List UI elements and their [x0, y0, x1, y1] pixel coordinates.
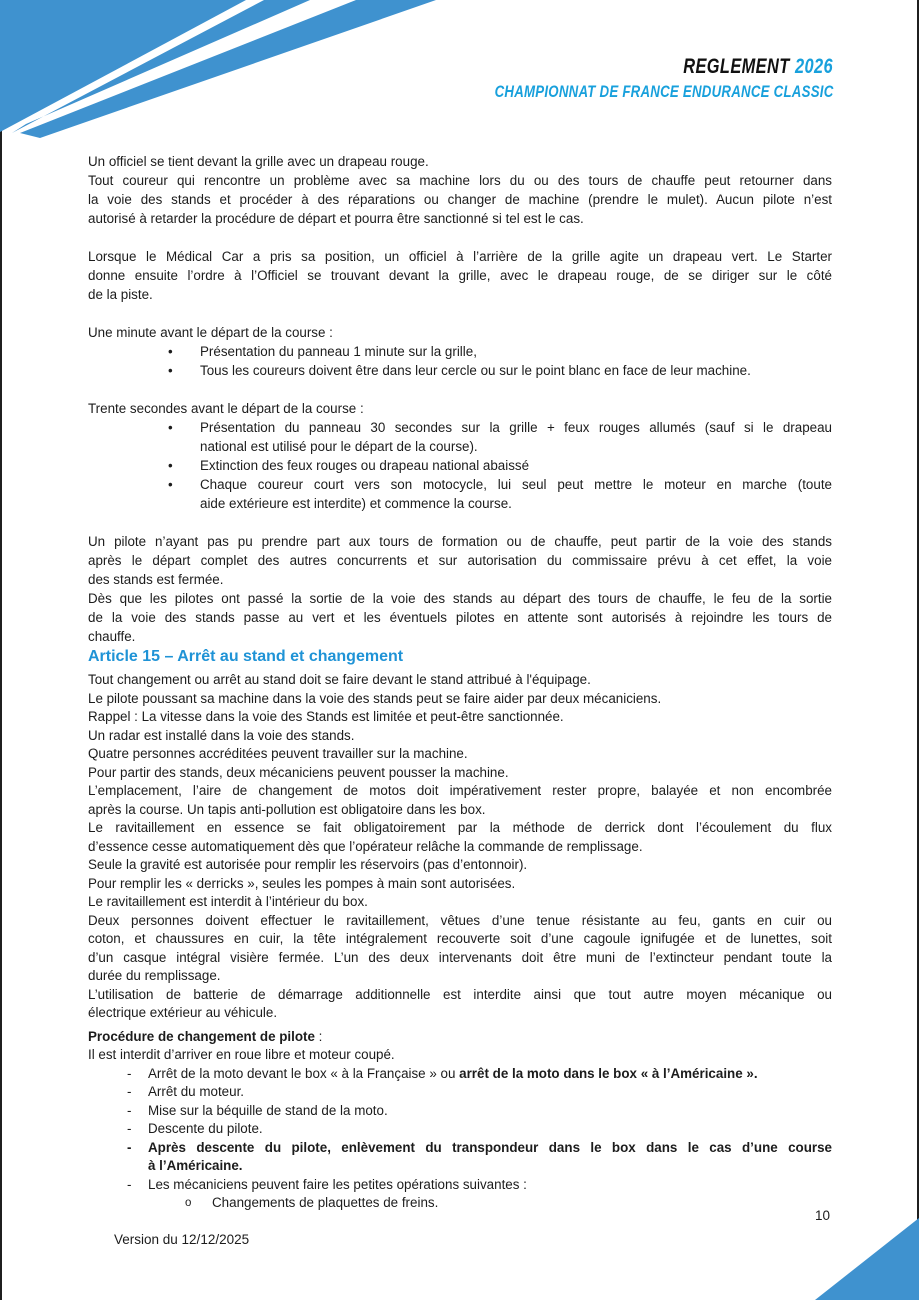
paragraph: Pour partir des stands, deux mécaniciens peuvent pousser la machine. [88, 764, 509, 780]
list-label: Une minute avant le départ de la course : [88, 325, 333, 340]
header-subtitle-line [399, 82, 834, 102]
paragraph: Lorsque le Médical Car a pris sa position, un officiel à l’arrière de la grille agite un drapeau vert. Le Starter donne ensuite l’ordre à l’Officiel se trouvant devant la grille, avec le drapeau rouge, de se diriger sur le côté de la piste. [88, 249, 832, 302]
paragraph: Rappel : La vitesse dans la voie des Stands est limitée et peut-être sanctionnée. [88, 709, 564, 724]
list-item: - Les mécaniciens peuvent faire les petites opérations suivantes : [88, 1176, 832, 1195]
procedure-label: Procédure de changement de pilote : [88, 1028, 323, 1044]
dash-icon: - [127, 1084, 132, 1099]
dash-icon: - [127, 1065, 132, 1081]
paragraph: Le ravitaillement en essence se fait obligatoirement par la méthode de derrick dont l’écoulement du flux d’essence cesse automatiquement dès que l’opérateur relâche la commande de remplissage. [88, 820, 832, 854]
list-item: • Présentation du panneau 1 minute sur la grille, [168, 344, 477, 359]
list-label: Trente secondes avant le départ de la course : [88, 401, 364, 416]
paragraph: Quatre personnes accréditées peuvent travailler sur la machine. [88, 746, 468, 761]
footer-version: Version du 12/12/2025 [114, 1232, 250, 1247]
list-item: - Arrêt du moteur. [88, 1083, 832, 1102]
paragraph: Seule la gravité est autorisée pour remplir les réservoirs (pas d’entonnoir). [88, 857, 528, 872]
paragraph: L’utilisation de batterie de démarrage additionnelle est interdite ainsi que tout autre moyen mécanique ou électrique extérieur au véhicule. [88, 986, 832, 1020]
paragraph: Le pilote poussant sa machine dans la voie des stands peut se faire aider par deux mécaniciens. [88, 690, 662, 706]
header-year: 2026 [794, 55, 833, 78]
document-body [88, 152, 832, 1213]
paragraph: Dès que les pilotes ont passé la sortie de la voie des stands au départ des tours de chauffe, le feu de la sortie de la voie des stands passe au vert et les éventuels pilotes en attente sont autorisés à rejoindre les tours de chauffe. [88, 591, 832, 644]
dash-icon: - [127, 1102, 132, 1118]
paragraph: Un pilote n’ayant pas pu prendre part aux tours de formation ou de chauffe, peut partir de la voie des stands après le départ complet des autres concurrents et sur autorisation du commissaire prévu à cet effet, la voie des stands est fermée. [88, 534, 832, 587]
bullet-icon: • [168, 363, 173, 378]
paragraph: Pour remplir les « derricks », seules les pompes à main sont autorisées. [88, 875, 516, 891]
dash-icon: - [127, 1121, 132, 1136]
list-item: • Chaque coureur court vers son motocycle, lui seul peut mettre le moteur en marche (toute aide extérieure est interdite) et commence la course. [168, 477, 832, 511]
circle-icon: o [185, 1197, 192, 1209]
header-title: REGLEMENT [683, 55, 790, 78]
list-item: - Descente du pilote. [88, 1120, 832, 1139]
article-15-section [88, 671, 832, 1213]
paragraph: Le ravitaillement est interdit à l’intérieur du box. [88, 894, 368, 909]
header-title-line [399, 55, 834, 79]
page-number: 10 [814, 1208, 830, 1223]
paragraph: Deux personnes doivent effectuer le ravitaillement, vêtues d’une tenue résistante au feu, gants en cuir ou coton, et chaussures en cuir, la tête intégralement recouverte soit d’une cagoule ignifugée et de lunettes, soit d’un casque intégral visière fermée. L’un des deux intervenants doit être muni de l’extincteur pendant toute la durée du remplissage. [88, 912, 832, 983]
top-left-stripes-decoration [0, 0, 440, 142]
list-item: - Arrêt de la moto devant le box « à la Française » ou arrêt de la moto dans le box « à l’Américaine ». [88, 1065, 832, 1084]
bullet-icon: • [168, 477, 173, 492]
list-item: • Tous les coureurs doivent être dans leur cercle ou sur le point blanc en face de leur machine. [168, 363, 751, 378]
page-header [399, 55, 834, 102]
bottom-right-triangle-decoration [815, 1218, 919, 1300]
paragraph: Un radar est installé dans la voie des stands. [88, 727, 355, 743]
paragraph: Tout changement ou arrêt au stand doit se faire devant le stand attribué à l'équipage. [88, 672, 591, 687]
paragraph: L’emplacement, l’aire de changement de motos doit impérativement rester propre, balayée et non encombrée après la course. Un tapis anti-pollution est obligatoire dans les box. [88, 783, 832, 817]
list-item: - Mise sur la béquille de stand de la moto. [88, 1102, 832, 1121]
article-heading: Article 15 – Arrêt au stand et changement [88, 648, 404, 665]
dash-icon: - [127, 1139, 132, 1155]
bullet-icon: • [168, 344, 173, 359]
paragraph: Il est interdit d’arriver en roue libre et moteur coupé. [88, 1047, 395, 1062]
header-subtitle: CHAMPIONNAT DE FRANCE ENDURANCE CLASSIC [494, 82, 833, 101]
list-item: o Changements de plaquettes de freins. [88, 1194, 832, 1213]
list-item: • Présentation du panneau 30 secondes sur la grille + feux rouges allumés (sauf si le drapeau national est utilisé pour le départ de la course). [168, 420, 832, 454]
paragraph: Un officiel se tient devant la grille avec un drapeau rouge. Tout coureur qui rencontre un problème avec sa machine lors du ou des tours de chauffe peut retourner dans la voie des stands et procéder à des réparations ou changer de machine (prendre le mulet). Aucun pilote n’est autorisé à retarder la procédure de départ et pourra être sanctionné si tel est le cas. [88, 154, 832, 226]
dash-icon: - [127, 1176, 132, 1192]
bullet-icon: • [168, 420, 173, 435]
bullet-icon: • [168, 458, 173, 473]
list-item: - Après descente du pilote, enlèvement du transpondeur dans le box dans le cas d’une course à l’Américaine. [127, 1139, 832, 1173]
page-left-rule [0, 0, 2, 1300]
list-item: • Extinction des feux rouges ou drapeau national abaissé [168, 458, 530, 473]
